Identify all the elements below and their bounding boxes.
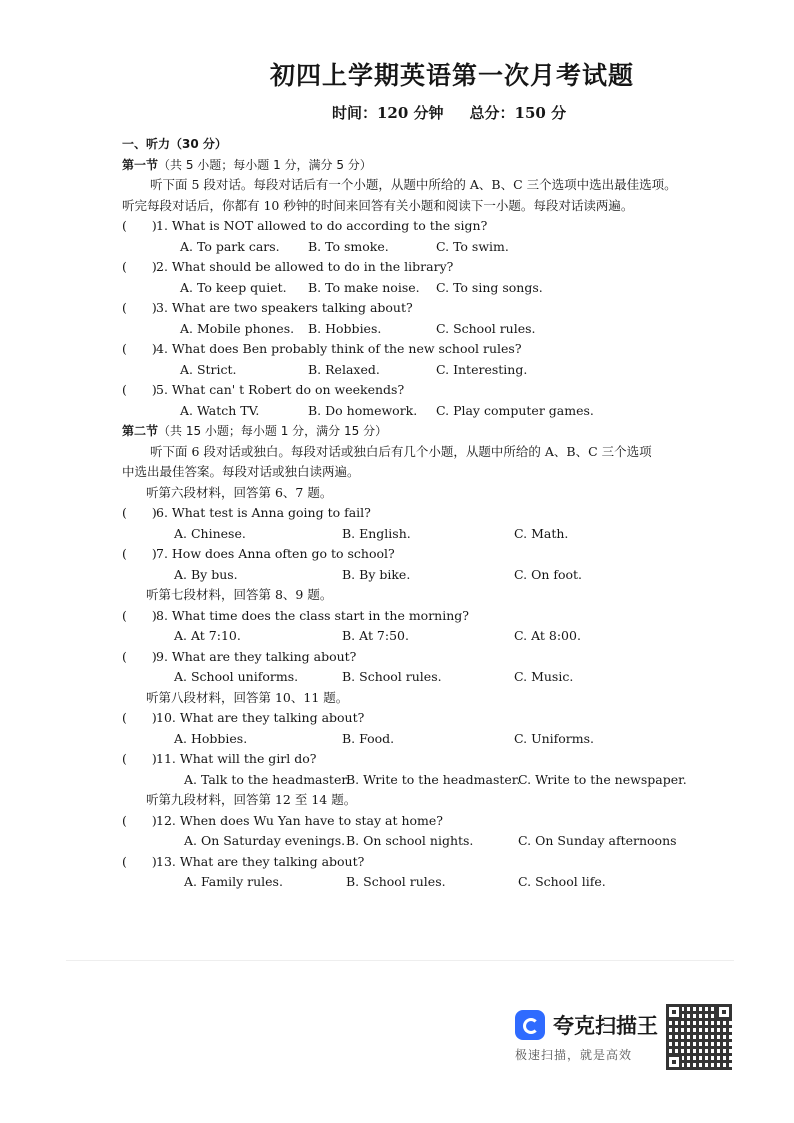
qr-code-icon[interactable] <box>666 1004 732 1070</box>
exam-score: 总分：150 分 <box>469 104 567 122</box>
question-11: ( ) 11. What will the girl do? <box>122 749 732 770</box>
question-2: ( ) 2. What should be allowed to do in the library? <box>122 257 732 278</box>
answer-blank[interactable]: ( ) <box>122 218 157 233</box>
question-9: ( ) 9. What are they talking about? <box>122 647 732 668</box>
question-4: ( ) 4. What does Ben probably think of the new school rules? <box>122 339 732 360</box>
material-8-instruction: 听第八段材料，回答第 10、11 题。 <box>146 689 349 705</box>
answer-blank[interactable]: ( ) <box>122 648 157 664</box>
question-12: ( ) 12. When does Wu Yan have to stay at home? <box>122 811 732 832</box>
exam-time: 时间：120 分钟 <box>332 104 444 122</box>
section1-instruction-1: 听下面 5 段对话。每段对话后有一个小题，从题中所给的 A、B、C 三个选项中选出最佳选项。 <box>150 177 677 192</box>
options-6: A. Chinese. B. English. C. Math. <box>174 525 569 541</box>
answer-blank[interactable]: ( ) <box>122 853 157 869</box>
question-10: ( ) 10. What are they talking about? <box>122 708 732 729</box>
answer-blank[interactable]: ( ) <box>122 300 157 315</box>
answer-blank[interactable]: ( ) <box>122 812 157 828</box>
options-4: A. Strict. B. Relaxed. C. Interesting. <box>180 361 528 377</box>
question-3: ( ) 3. What are two speakers talking about? <box>122 298 732 319</box>
page-divider <box>66 960 734 961</box>
question-6: ( ) 6. What test is Anna going to fail? <box>122 503 732 524</box>
answer-blank[interactable]: ( ) <box>122 546 157 561</box>
answer-blank[interactable]: ( ) <box>122 710 157 725</box>
question-13: ( ) 13. What are they talking about? <box>122 852 732 873</box>
part-heading: 一、听力（30 分） <box>122 137 227 151</box>
exam-meta <box>332 102 566 123</box>
scanner-watermark <box>515 1010 658 1040</box>
scanner-slogan: 极速扫描，就是高效 <box>515 1048 633 1062</box>
options-12: A. On Saturday evenings. B. On school nights. C. On Sunday afternoons <box>184 833 677 848</box>
material-7-instruction: 听第七段材料，回答第 8、9 题。 <box>146 587 333 602</box>
question-7: ( ) 7. How does Anna often go to school? <box>122 544 732 565</box>
answer-blank[interactable]: ( ) <box>122 259 157 274</box>
question-5: ( ) 5. What can' t Robert do on weekends? <box>122 380 732 401</box>
options-7: A. By bus. B. By bike. C. On foot. <box>174 566 583 582</box>
section2-instruction-1: 听下面 6 段对话或独白。每段对话或独白后有几个小题，从题中所给的 A、B、C 三个选项 <box>150 443 652 459</box>
answer-blank[interactable]: ( ) <box>122 505 157 520</box>
options-2: A. To keep quiet. B. To make noise. C. To sing songs. <box>180 279 543 295</box>
material-9-instruction: 听第九段材料，回答第 12 至 14 题。 <box>146 792 357 807</box>
options-11: A. Talk to the headmaster. B. Write to the headmaster. C. Write to the newspaper. <box>184 771 687 787</box>
question-8: ( ) 8. What time does the class start in the morning? <box>122 606 732 627</box>
answer-blank[interactable]: ( ) <box>122 751 157 766</box>
options-10: A. Hobbies. B. Food. C. Uniforms. <box>174 730 595 746</box>
options-3: A. Mobile phones. B. Hobbies. C. School rules. <box>180 320 536 336</box>
question-1: ( ) 1. What is NOT allowed to do according to the sign? <box>122 216 732 237</box>
options-1: A. To park cars. B. To smoke. C. To swim. <box>180 238 509 254</box>
scanner-logo-icon <box>515 1010 545 1040</box>
exam-title: 初四上学期英语第一次月考试题 <box>269 61 634 90</box>
answer-blank[interactable]: ( ) <box>122 341 157 356</box>
options-9: A. School uniforms. B. School rules. C. Music. <box>174 669 574 684</box>
section1-instruction-2: 听完每段对话后，你都有 10 秒钟的时间来回答有关小题和阅读下一小题。每段对话读两遍。 <box>122 197 634 213</box>
section2-instruction-2: 中选出最佳答案。每段对话或独白读两遍。 <box>122 464 360 479</box>
exam-body <box>122 134 732 893</box>
answer-blank[interactable]: ( ) <box>122 382 157 397</box>
options-13: A. Family rules. B. School rules. C. School life. <box>184 874 606 889</box>
options-5: A. Watch TV. B. Do homework. C. Play computer games. <box>180 402 594 418</box>
answer-blank[interactable]: ( ) <box>122 607 157 623</box>
options-8: A. At 7:10. B. At 7:50. C. At 8:00. <box>174 628 581 643</box>
section1-heading: 第一节（共 5 小题；每小题 1 分，满分 5 分） <box>122 157 372 172</box>
section2-heading: 第二节（共 15 小题；每小题 1 分，满分 15 分） <box>122 424 388 438</box>
scanner-brand-name: 夸克扫描王 <box>553 1014 658 1038</box>
material-6-instruction: 听第六段材料，回答第 6、7 题。 <box>146 484 333 500</box>
